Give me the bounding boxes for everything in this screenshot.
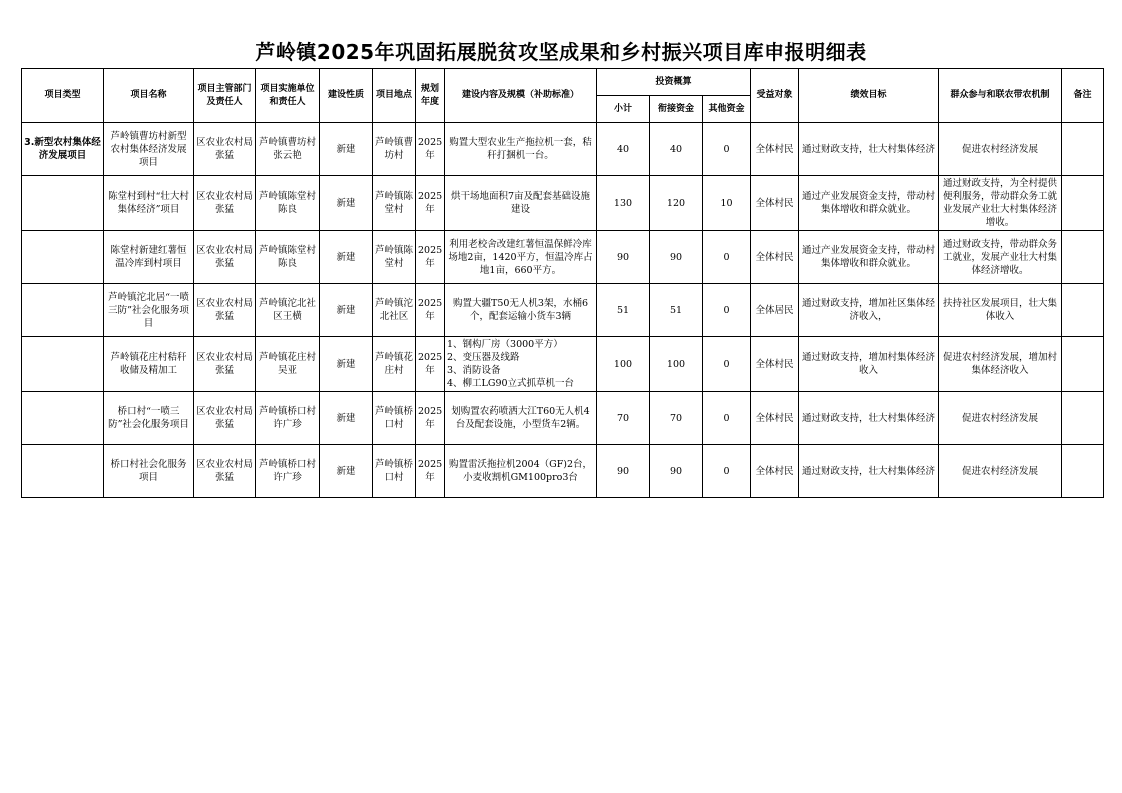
header-unit: 项目实施单位和责任人 [256, 69, 320, 123]
cell-remark [1062, 231, 1104, 284]
header-goal: 绩效目标 [799, 69, 939, 123]
cell-type: 3.新型农村集体经济发展项目 [22, 123, 104, 176]
header-location: 项目地点 [373, 69, 416, 123]
cell-year: 2025年 [416, 445, 445, 498]
cell-goal: 通过财政支持，增加社区集体经济收入， [799, 284, 939, 337]
cell-year: 2025年 [416, 231, 445, 284]
cell-dept: 区农业农村局张猛 [194, 176, 256, 231]
cell-goal: 通过财政支持，壮大村集体经济 [799, 445, 939, 498]
cell-unit: 芦岭镇曹坊村张云艳 [256, 123, 320, 176]
cell-nature: 新建 [320, 284, 373, 337]
cell-location: 芦岭镇沱北社区 [373, 284, 416, 337]
cell-content: 利用老校舍改建红薯恒温保鲜冷库场地2亩，1420平方，恒温冷库占地1亩，660平方。 [445, 231, 597, 284]
cell-remark [1062, 176, 1104, 231]
cell-linked: 120 [650, 176, 703, 231]
cell-dept: 区农业农村局张猛 [194, 337, 256, 392]
cell-year: 2025年 [416, 337, 445, 392]
cell-dept: 区农业农村局张猛 [194, 445, 256, 498]
cell-other: 0 [703, 337, 751, 392]
cell-linked: 90 [650, 445, 703, 498]
cell-subtotal: 70 [597, 392, 650, 445]
cell-other: 0 [703, 445, 751, 498]
cell-mechanism: 促进农村经济发展，增加村集体经济收入 [939, 337, 1062, 392]
header-year: 规划年度 [416, 69, 445, 123]
header-linked: 衔接资金 [650, 96, 703, 123]
cell-name: 芦岭镇沱北居“一喷三防”社会化服务项目 [104, 284, 194, 337]
cell-subtotal: 90 [597, 445, 650, 498]
cell-target: 全体村民 [751, 123, 799, 176]
cell-type [22, 337, 104, 392]
cell-goal: 通过财政支持，壮大村集体经济 [799, 123, 939, 176]
table-row [22, 445, 1104, 498]
table-row [22, 231, 1104, 284]
cell-other: 0 [703, 284, 751, 337]
cell-unit: 芦岭镇陈堂村陈良 [256, 176, 320, 231]
cell-location: 芦岭镇花庄村 [373, 337, 416, 392]
cell-year: 2025年 [416, 176, 445, 231]
header-name: 项目名称 [104, 69, 194, 123]
cell-unit: 芦岭镇花庄村吴亚 [256, 337, 320, 392]
header-remark: 备注 [1062, 69, 1104, 123]
cell-subtotal: 90 [597, 231, 650, 284]
cell-linked: 51 [650, 284, 703, 337]
cell-goal: 通过产业发展资金支持，带动村集体增收和群众就业。 [799, 176, 939, 231]
cell-mechanism: 通过财政支持，为全村提供便利服务，带动群众务工就业发展产业壮大村集体经济增收。 [939, 176, 1062, 231]
cell-other: 0 [703, 231, 751, 284]
cell-type [22, 284, 104, 337]
cell-dept: 区农业农村局张猛 [194, 284, 256, 337]
content-line: 2、变压器及线路 [447, 352, 520, 363]
table-row [22, 123, 1104, 176]
header-content: 建设内容及规模（补助标准） [445, 69, 597, 123]
cell-target: 全体村民 [751, 176, 799, 231]
cell-target: 全体居民 [751, 284, 799, 337]
cell-goal: 通过财政支持，壮大村集体经济 [799, 392, 939, 445]
cell-name: 芦岭镇曹坊村新型农村集体经济发展项目 [104, 123, 194, 176]
cell-content: 购置大疆T50无人机3架，水桶6个，配套运输小货车3辆 [445, 284, 597, 337]
cell-unit: 芦岭镇陈堂村陈良 [256, 231, 320, 284]
cell-year: 2025年 [416, 123, 445, 176]
header-subtotal: 小计 [597, 96, 650, 123]
cell-linked: 40 [650, 123, 703, 176]
cell-unit: 芦岭镇桥口村许广珍 [256, 445, 320, 498]
cell-type [22, 231, 104, 284]
cell-name: 陈堂村到村“壮大村集体经济”项目 [104, 176, 194, 231]
cell-nature: 新建 [320, 445, 373, 498]
cell-dept: 区农业农村局张猛 [194, 392, 256, 445]
project-table [21, 68, 1104, 498]
cell-target: 全体村民 [751, 445, 799, 498]
cell-remark [1062, 284, 1104, 337]
table-row [22, 392, 1104, 445]
cell-nature: 新建 [320, 123, 373, 176]
cell-unit: 芦岭镇桥口村许广珍 [256, 392, 320, 445]
cell-nature: 新建 [320, 337, 373, 392]
header-target: 受益对象 [751, 69, 799, 123]
cell-dept: 区农业农村局张猛 [194, 231, 256, 284]
header-type: 项目类型 [22, 69, 104, 123]
cell-type [22, 392, 104, 445]
cell-location: 芦岭镇陈堂村 [373, 176, 416, 231]
cell-remark [1062, 337, 1104, 392]
cell-year: 2025年 [416, 284, 445, 337]
header-nature: 建设性质 [320, 69, 373, 123]
cell-content: 烘干场地面积7亩及配套基础设施建设 [445, 176, 597, 231]
cell-location: 芦岭镇曹坊村 [373, 123, 416, 176]
cell-subtotal: 100 [597, 337, 650, 392]
header-invest: 投资概算 [597, 69, 751, 96]
cell-remark [1062, 392, 1104, 445]
cell-type [22, 445, 104, 498]
cell-target: 全体村民 [751, 337, 799, 392]
header-other: 其他资金 [703, 96, 751, 123]
cell-name: 芦岭镇花庄村秸秆收储及精加工 [104, 337, 194, 392]
cell-name: 桥口村“一喷三防”社会化服务项目 [104, 392, 194, 445]
table-row [22, 176, 1104, 231]
cell-nature: 新建 [320, 176, 373, 231]
cell-content: 划购置农药喷洒大江T60无人机4台及配套设施，小型货车2辆。 [445, 392, 597, 445]
cell-subtotal: 51 [597, 284, 650, 337]
page-title: 芦岭镇2025年巩固拓展脱贫攻坚成果和乡村振兴项目库申报明细表 [255, 40, 867, 64]
cell-target: 全体村民 [751, 392, 799, 445]
content-line: 3、消防设备 [447, 365, 501, 376]
cell-name: 桥口村社会化服务项目 [104, 445, 194, 498]
cell-remark [1062, 123, 1104, 176]
cell-goal: 通过财政支持，增加村集体经济收入 [799, 337, 939, 392]
cell-location: 芦岭镇陈堂村 [373, 231, 416, 284]
table-row [22, 337, 1104, 392]
cell-content [445, 337, 597, 392]
cell-content: 购置雷沃拖拉机2004（GF)2台，小麦收割机GM100pro3台 [445, 445, 597, 498]
cell-goal: 通过产业发展资金支持，带动村集体增收和群众就业。 [799, 231, 939, 284]
cell-nature: 新建 [320, 392, 373, 445]
cell-mechanism: 促进农村经济发展 [939, 392, 1062, 445]
cell-other: 0 [703, 123, 751, 176]
cell-dept: 区农业农村局张猛 [194, 123, 256, 176]
cell-mechanism: 促进农村经济发展 [939, 123, 1062, 176]
cell-mechanism: 促进农村经济发展 [939, 445, 1062, 498]
cell-type [22, 176, 104, 231]
content-line: 1、钢构厂房（3000平方） [447, 339, 563, 350]
content-line: 4、柳工LG90立式抓草机一台 [447, 378, 575, 389]
cell-nature: 新建 [320, 231, 373, 284]
cell-linked: 70 [650, 392, 703, 445]
header-mechanism: 群众参与和联农带农机制 [939, 69, 1062, 123]
cell-other: 0 [703, 392, 751, 445]
header-dept: 项目主管部门及责任人 [194, 69, 256, 123]
cell-content: 购置大型农业生产拖拉机一套，秸秆打捆机一台。 [445, 123, 597, 176]
cell-location: 芦岭镇桥口村 [373, 392, 416, 445]
cell-linked: 90 [650, 231, 703, 284]
header-row [22, 69, 1104, 96]
cell-target: 全体村民 [751, 231, 799, 284]
table-row [22, 284, 1104, 337]
cell-remark [1062, 445, 1104, 498]
cell-mechanism: 扶持社区发展项目，壮大集体收入 [939, 284, 1062, 337]
cell-unit: 芦岭镇沱北社区王横 [256, 284, 320, 337]
cell-other: 10 [703, 176, 751, 231]
cell-mechanism: 通过财政支持，带动群众务工就业，发展产业壮大村集体经济增收。 [939, 231, 1062, 284]
cell-name: 陈堂村新建红薯恒温冷库到村项目 [104, 231, 194, 284]
cell-year: 2025年 [416, 392, 445, 445]
cell-location: 芦岭镇桥口村 [373, 445, 416, 498]
cell-linked: 100 [650, 337, 703, 392]
cell-subtotal: 40 [597, 123, 650, 176]
cell-subtotal: 130 [597, 176, 650, 231]
